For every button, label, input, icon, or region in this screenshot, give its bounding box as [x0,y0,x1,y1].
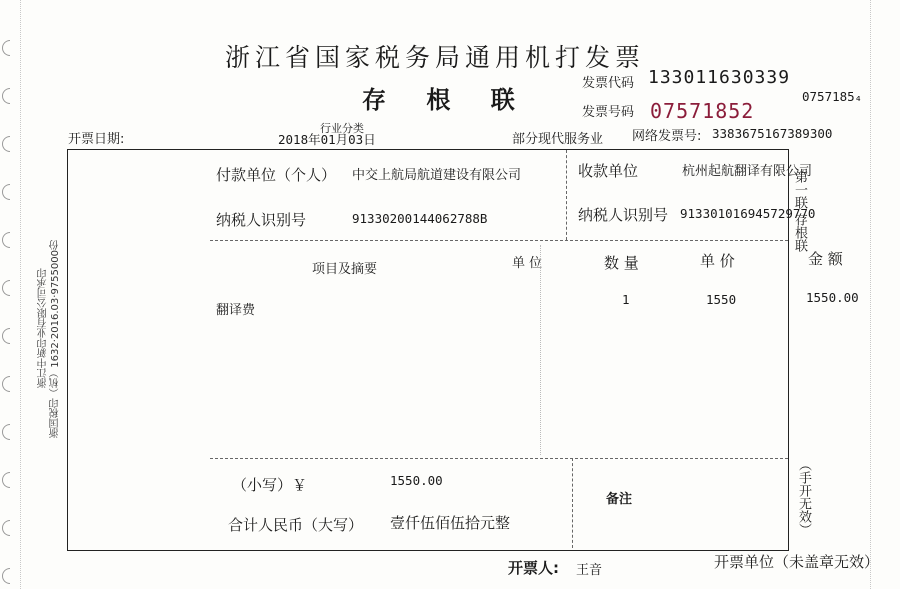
payer-name: 中交上航局航道建设有限公司 [352,168,522,183]
item-price: 1550 [706,292,737,307]
item-name: 翻译费 [216,303,256,318]
header-qty: 数 量 [604,254,639,272]
header-price: 单 价 [700,252,735,270]
tractor-hole [2,472,10,488]
left-perforation [20,0,21,589]
issue-date: 2018年01月03日 [278,132,376,147]
tractor-hole [2,424,10,440]
total-big-label: 合计人民币（大写） [228,516,364,534]
invoice-code-label: 发票代码 [582,76,635,91]
item-qty: 1 [622,292,630,307]
party-bottom-rule [210,240,788,241]
issue-date-label: 开票日期: [68,132,125,147]
tractor-hole [2,520,10,536]
payee-name: 杭州起航翻译有限公司 [682,164,813,179]
industry-label: 行业分类 [320,122,364,135]
invoice-number-print: 0757185₄ [802,89,863,104]
total-small-value: 1550.00 [390,473,443,488]
invoice-number: 07571852 [650,99,755,123]
header-unit: 单 位 [512,256,543,271]
tractor-hole [2,184,10,200]
industry-value: 部分现代服务业 [512,132,604,147]
totals-top-rule [210,458,788,459]
issuer-label: 开票人: [508,559,559,577]
item-amount: 1550.00 [806,290,859,305]
copy-note: 第一联 存根联 [792,170,807,253]
total-small-label: （小写）￥ [232,476,308,494]
tractor-hole [2,40,10,56]
payer-label: 付款单位（个人） [216,166,337,184]
total-big-value: 壹仟伍佰伍拾元整 [390,514,511,532]
handwrite-invalid-note: （手开无效） [796,458,811,536]
printer-line-2: 浙江中新印业有限公司承印 [38,268,49,388]
issuer-name: 王音 [576,563,603,578]
tractor-hole [2,88,10,104]
copy-subtitle: 存 根 联 [362,86,531,114]
party-divider [566,150,567,240]
payer-tax-id: 91330200144062788B [352,211,488,226]
tractor-hole [2,568,10,584]
header-item: 项目及摘要 [312,262,378,277]
invoice-title: 浙江省国家税务局通用机打发票 [225,43,646,72]
network-number: 3383675167389300 [712,126,833,141]
right-perforation [870,0,871,589]
tractor-hole [2,280,10,296]
invoice-code: 133011630339 [648,67,791,88]
col-sep [540,245,541,455]
payee-tax-id-label: 纳税人识别号 [578,206,669,224]
tractor-hole [2,376,10,392]
payee-label: 收款单位 [578,162,639,180]
payer-tax-id-label: 纳税人识别号 [216,211,307,229]
printer-line-1: 浙国税印（杭）1632·2016.03·9755000份 [50,240,61,438]
tractor-hole [2,136,10,152]
remark-divider [572,458,573,548]
header-amount: 金 额 [808,250,843,268]
remark-label: 备注 [606,492,633,507]
payee-tax-id: 913301016945729770 [680,206,816,221]
issuing-unit-label: 开票单位（未盖章无效） [714,553,879,571]
tractor-hole [2,328,10,344]
tractor-hole [2,232,10,248]
network-number-label: 网络发票号: [632,129,702,144]
invoice-number-label: 发票号码 [582,105,635,120]
